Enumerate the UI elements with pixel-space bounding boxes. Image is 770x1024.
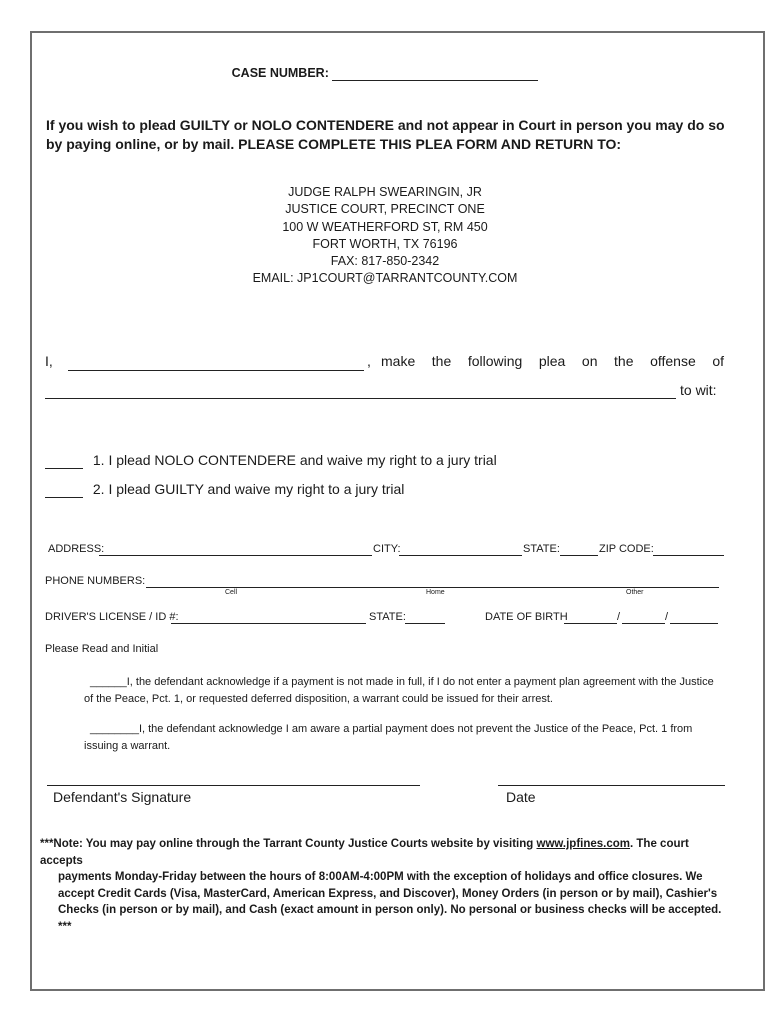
statement-word: following — [467, 353, 523, 369]
return-address-block — [0, 184, 770, 288]
license-state-label: STATE: — [369, 611, 406, 623]
initial-blank-1[interactable]: ______ — [90, 676, 127, 688]
signature-line[interactable] — [47, 785, 420, 786]
date-label: Date — [506, 789, 536, 805]
acknowledgement-1-text: I, the defendant acknowledge if a payment is not made in full, if I do not enter a payment plan agreement with the Justice of the Peace, Pct. 1, or requested deferred disposition, a warrant could be issued for their arrest. — [84, 676, 714, 705]
plea-guilty-label: 2. I plead GUILTY and waive my right to a jury trial — [92, 481, 405, 497]
payment-note-first-line — [40, 836, 730, 869]
signature-label: Defendant's Signature — [53, 789, 192, 805]
intro-instructions: If you wish to plead GUILTY or NOLO CONTENDERE and not appear in Court in person you may do so by paying online, or by mail. PLEASE COMPLETE THIS PLEA FORM AND RETURN TO: — [46, 117, 725, 152]
address-line-city: FORT WORTH, TX 76196 — [312, 236, 458, 251]
acknowledgement-1 — [84, 674, 724, 707]
acknowledgement-2-text: I, the defendant acknowledge I am aware a partial payment does not prevent the Justice of the Peace, Pct. 1 from issuing a warrant. — [84, 723, 693, 752]
initial-blank-2[interactable]: ________ — [90, 723, 139, 735]
plea-guilty-row — [45, 481, 404, 498]
statement-word: of — [712, 353, 724, 369]
address-line-street: 100 W WEATHERFORD ST, RM 450 — [282, 219, 488, 234]
phone-field[interactable] — [146, 587, 719, 588]
statement-word: offense — [650, 353, 696, 369]
payment-note-tail: . The court accepts — [40, 838, 689, 867]
jpfines-link[interactable]: www.jpfines.com — [536, 838, 631, 850]
address-field[interactable] — [99, 555, 372, 556]
plea-nolo-row — [45, 452, 497, 469]
plea-nolo-blank[interactable] — [45, 452, 83, 469]
phone-sublabel-cell: Cell — [225, 589, 238, 596]
statement-word: on — [581, 353, 598, 369]
city-field[interactable] — [399, 555, 522, 556]
statement-word: plea — [538, 353, 566, 369]
statement-i-label: I, — [45, 353, 53, 369]
case-number-label: CASE NUMBER: — [231, 66, 329, 80]
case-number-row — [0, 66, 770, 81]
statement-word: the — [614, 353, 634, 369]
payment-note-body: payments Monday-Friday between the hours of 8:00AM-4:00PM with the exception of holidays and office closures. We accept Credit Cards (Visa, MasterCard, American Express, and Discover), Money Orders (in person or by mail), Cashier's Checks (in person or by mail), and Cash (exact amount in person only). No personal or business checks will be accepted. *** — [58, 871, 722, 933]
statement-word: the — [431, 353, 452, 369]
city-label: CITY: — [373, 543, 401, 555]
state-label: STATE: — [523, 543, 560, 555]
license-field[interactable] — [171, 623, 366, 624]
dob-day-field[interactable] — [622, 623, 665, 624]
payment-note-prefix: ***Note: You may pay online through the Tarrant County Justice Courts website by visiting — [40, 838, 534, 850]
case-number-field[interactable] — [332, 66, 538, 81]
phone-sublabel-other: Other — [626, 589, 644, 596]
phone-label: PHONE NUMBERS: — [45, 575, 146, 587]
date-line[interactable] — [498, 785, 725, 786]
offense-field[interactable] — [45, 398, 676, 399]
license-label: DRIVER'S LICENSE / ID #: — [45, 611, 179, 623]
phone-sublabel-home: Home — [426, 589, 445, 596]
defendant-name-field[interactable] — [68, 370, 364, 371]
plea-guilty-blank[interactable] — [45, 481, 83, 498]
acknowledgement-2 — [84, 721, 724, 754]
state-field[interactable] — [560, 555, 598, 556]
address-line-court: JUSTICE COURT, PRECINCT ONE — [285, 202, 485, 217]
statement-comma: , — [367, 353, 371, 369]
address-line-fax: FAX: 817-850-2342 — [330, 254, 440, 269]
license-state-field[interactable] — [405, 623, 445, 624]
to-wit-label: to wit: — [680, 382, 717, 398]
statement-word: make — [381, 353, 416, 369]
address-label: ADDRESS: — [48, 543, 105, 555]
dob-year-field[interactable] — [670, 623, 718, 624]
dob-label: DATE OF BIRTH — [485, 611, 568, 623]
dob-separator: / — [617, 611, 621, 623]
zip-label: ZIP CODE: — [599, 543, 654, 555]
dob-separator: / — [665, 611, 669, 623]
payment-note — [40, 836, 730, 935]
plea-nolo-label: 1. I plead NOLO CONTENDERE and waive my right to a jury trial — [92, 452, 497, 468]
dob-month-field[interactable] — [564, 623, 617, 624]
statement-text — [381, 353, 724, 369]
address-line-email: EMAIL: JP1COURT@TARRANTCOUNTY.COM — [252, 271, 518, 286]
zip-field[interactable] — [653, 555, 724, 556]
initials-heading: Please Read and Initial — [45, 643, 159, 655]
address-line-judge: JUDGE RALPH SWEARINGIN, JR — [288, 185, 482, 199]
